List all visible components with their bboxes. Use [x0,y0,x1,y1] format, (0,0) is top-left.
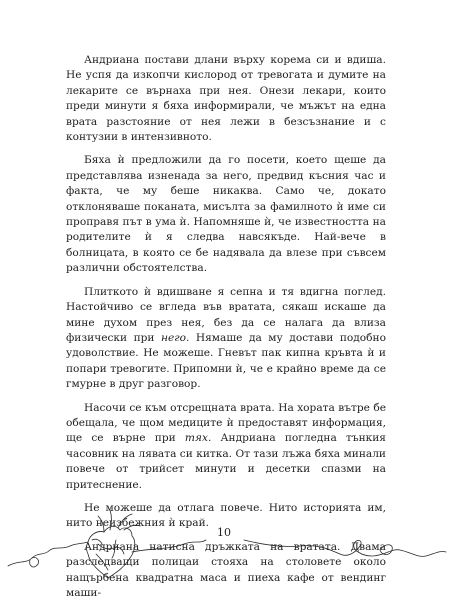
paragraph-text: Андриана постави длани върху корема си и вдиша. Не успя да изкопчи кислород от тревогата и думите на лекарите се върнаха при нея. Онези лекари, които преди минути я бяха информирали, че мъжът на една врата разстояние от нея лежи в безсъзнание и с контузии в интензивното. [66,54,386,144]
anatomical-heart-line-drawing-icon [87,510,141,578]
footer-ornament [0,500,452,584]
left-flourish-line [8,542,88,566]
italic-emphasis: тях [184,432,208,445]
italic-emphasis: него [161,331,186,344]
page-number: 10 [217,526,231,539]
center-flourish-line [132,540,206,552]
paragraph-text: Насочи се към отсрещната врата. На хората вътре бе обещала, че щом медиците ѝ предоставят информация, ще се върне при [66,401,386,445]
paragraph-3 [66,285,386,393]
paragraph-text: Бяха ѝ предложили да го посети, което щеше да представлява изненада за него, предвид късния час и факта, че му беше никаква. Само че, докато отклоняваше поканата, мисълта за фамилното ѝ име си проправя път в ума ѝ. Напомняше ѝ, че известността на родителите ѝ я следва навсякъде. Най-вече в болницата, в която се бе надявала да влезе при съвсем различни обстоятелства. [66,154,386,275]
paragraph-1 [66,53,386,145]
paragraph-2 [66,153,386,276]
paragraph-text: . Нямаше да му достави подобно удоволствие. Не можеше. Гневът пак кипна кръвта ѝ и попари тревогите. Припомни ѝ, че е крайно време да се гмурне в друг разговор. [66,331,386,391]
paragraph-text: . Андриана погледна тънкия часовник на лявата си китка. От тази лъжа бяха минали повече от трийсет минути и десетки спазми на притеснение. [66,432,386,491]
paragraph-text: Не можеше да отлага повече. Нито историята им, нито неизбежния ѝ край. [66,501,386,530]
paragraph-text: Плиткото ѝ вдишване я сепна и тя вдигна поглед. Настойчиво се вгледа във вратата, сякаш искаше да мине духом през нея, без да се налага да влизa физически при [66,285,386,344]
right-flourish-line [244,540,446,556]
paragraph-text: Андриана натисна дръжката на вратата. Двама разследващи полицаи стояха на столовете около нащърбена квадратна маса и пиеха кафе от вендинг маши- [66,540,386,599]
paragraph-4 [66,401,386,493]
